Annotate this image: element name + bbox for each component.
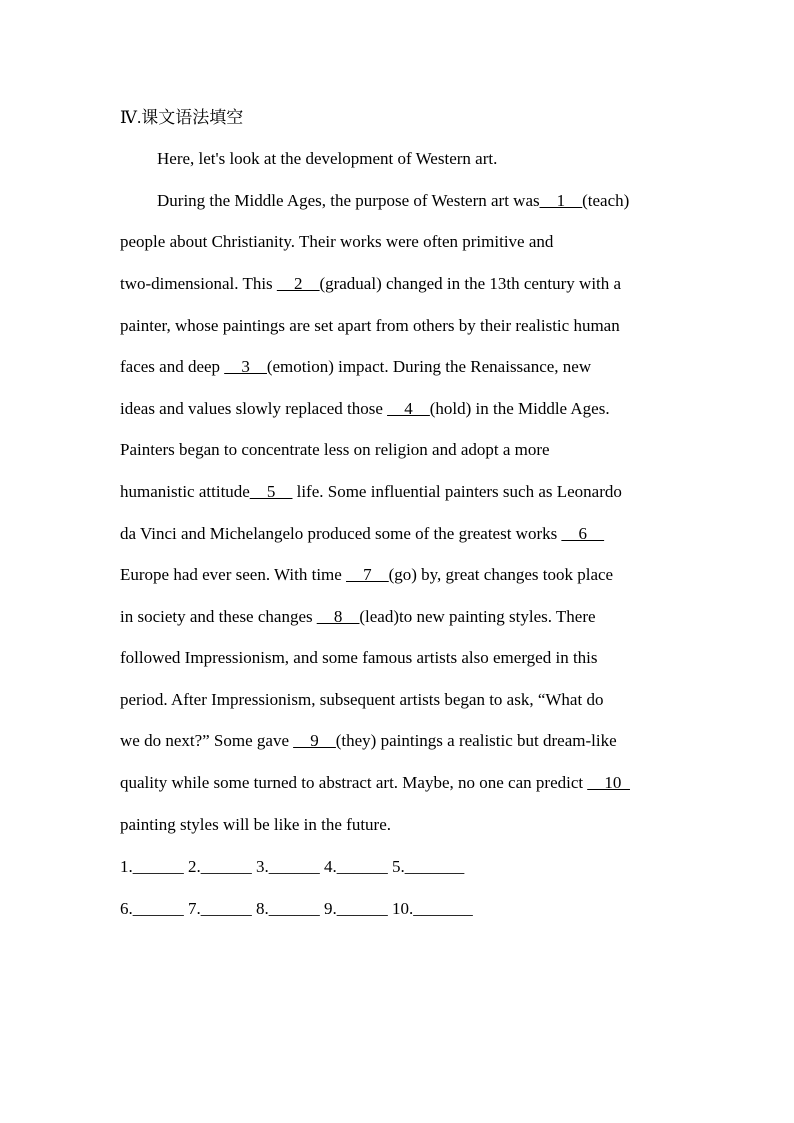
passage-line — [120, 565, 613, 585]
intro-sentence: Here, let's look at the development of Western art. — [157, 149, 498, 168]
passage-text: da Vinci and Michelangelo produced some of the greatest works — [120, 524, 562, 543]
passage-line — [120, 524, 604, 544]
passage-line — [157, 191, 629, 211]
passage-line — [120, 815, 391, 835]
passage-text: Painters began to concentrate less on religion and adopt a more — [120, 440, 550, 459]
passage-line — [120, 773, 630, 793]
passage-line — [120, 399, 610, 419]
passage-line — [120, 232, 553, 252]
fill-blank: __1__ — [539, 191, 583, 210]
passage-text: (they) paintings a realistic but dream-like — [335, 731, 617, 750]
section-heading: Ⅳ.课文语法填空 — [120, 108, 244, 127]
passage-text: (lead)to new painting styles. There — [359, 607, 596, 626]
passage-text: faces and deep — [120, 357, 225, 376]
fill-blank: __7__ — [346, 565, 389, 584]
passage-text: (emotion) impact. During the Renaissance, new — [266, 357, 592, 376]
passage-text: we do next?” Some gave — [120, 731, 294, 750]
fill-blank: __10_ — [587, 773, 630, 792]
answer-row-1 — [120, 857, 464, 877]
passage-text: painter, whose paintings are set apart from others by their realistic human — [120, 316, 620, 335]
passage-text: ideas and values slowly replaced those — [120, 399, 388, 418]
passage-text: (hold) in the Middle Ages. — [429, 399, 610, 418]
passage-line — [120, 607, 596, 627]
fill-blank: __3__ — [224, 357, 267, 376]
passage-text: During the Middle Ages, the purpose of Western art was — [157, 191, 540, 210]
fill-blank: __6__ — [561, 524, 604, 543]
passage-text: two-dimensional. This — [120, 274, 277, 293]
answer-row-2 — [120, 899, 473, 919]
passage-line — [120, 316, 620, 336]
passage-line — [120, 440, 550, 460]
passage-line — [120, 648, 598, 668]
passage-text: (teach) — [582, 191, 630, 210]
passage-text: (gradual) changed in the 13th century with a — [319, 274, 622, 293]
passage-text: followed Impressionism, and some famous artists also emerged in this — [120, 648, 598, 667]
passage-line — [120, 731, 617, 751]
passage-text: painting styles will be like in the future. — [120, 815, 392, 834]
fill-blank: __5__ — [249, 482, 293, 501]
fill-blank: __4__ — [387, 399, 430, 418]
passage-line — [120, 274, 621, 294]
passage-text: humanistic attitude — [120, 482, 250, 501]
passage-line — [120, 690, 603, 710]
passage-text: in society and these changes — [120, 607, 317, 626]
fill-blank: __2__ — [276, 274, 320, 293]
passage-text: people about Christianity. Their works were often primitive and — [120, 232, 554, 251]
answer-blanks-6-10: 6.______ 7.______ 8.______ 9.______ 10._______ — [120, 899, 473, 918]
fill-blank: __8__ — [316, 607, 360, 626]
passage-text: period. After Impressionism, subsequent artists began to ask, “What do — [120, 690, 604, 709]
passage-text: life. Some influential painters such as Leonardo — [292, 482, 622, 501]
fill-blank: __9__ — [293, 731, 336, 750]
passage-text: (go) by, great changes took place — [388, 565, 614, 584]
answer-blanks-1-5: 1.______ 2.______ 3.______ 4.______ 5._______ — [120, 857, 465, 876]
passage-text: quality while some turned to abstract art. Maybe, no one can predict — [120, 773, 588, 792]
passage-text: Europe had ever seen. With time — [120, 565, 347, 584]
passage-line — [120, 357, 591, 377]
passage-line — [120, 482, 622, 502]
